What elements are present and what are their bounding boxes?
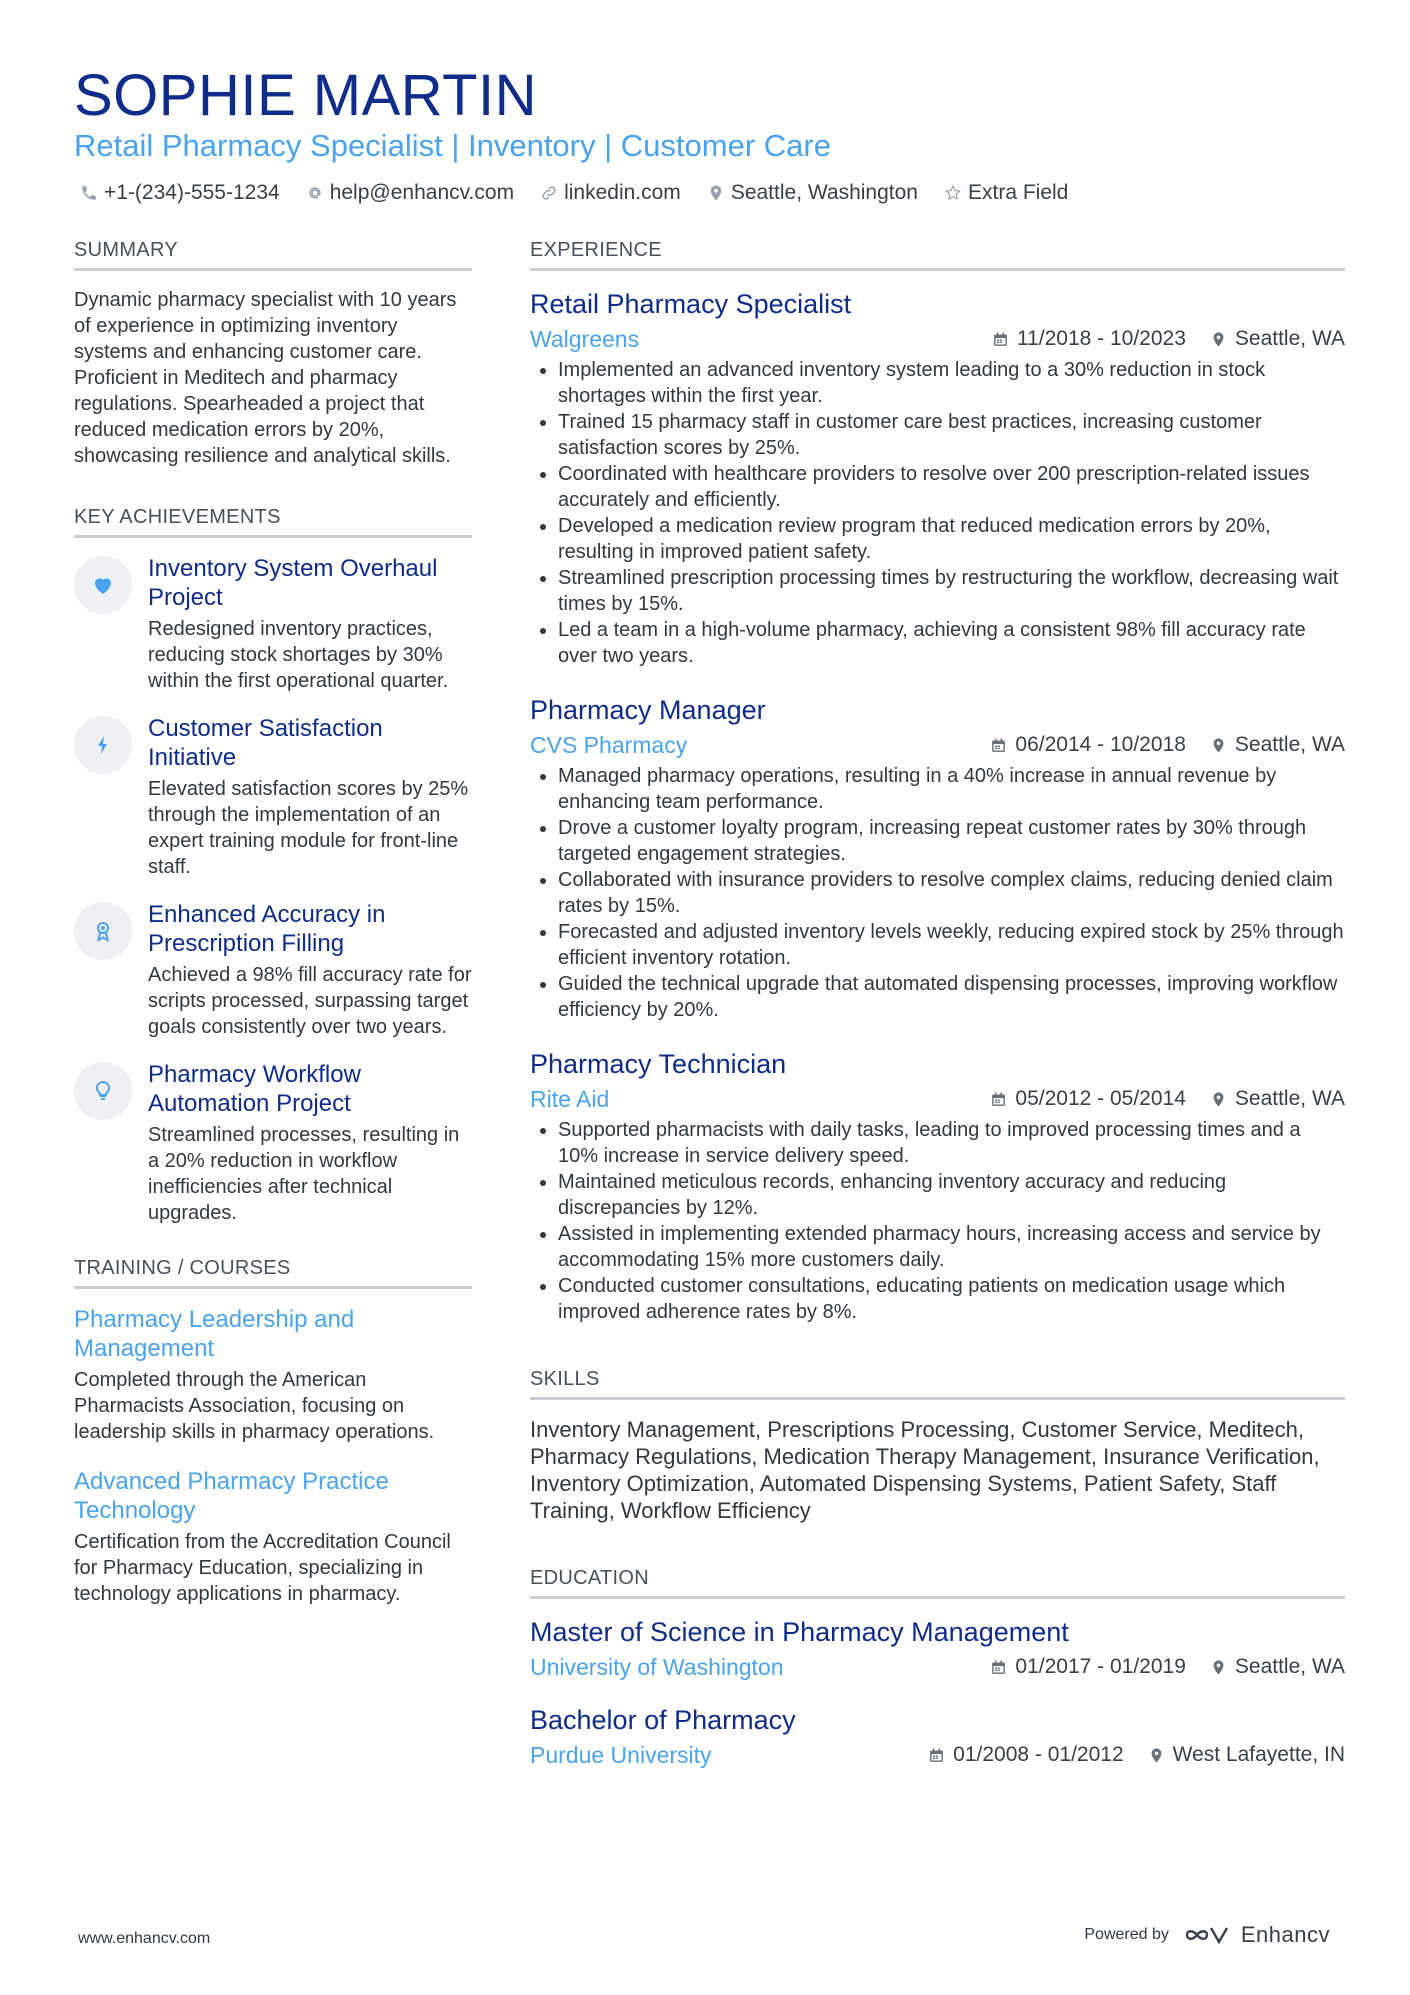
enhancv-logo-icon bbox=[1183, 1923, 1233, 1947]
calendar-icon bbox=[990, 1659, 1007, 1676]
job-title: Retail Pharmacy Specialist bbox=[530, 289, 852, 319]
job-title: Pharmacy Technician bbox=[530, 1049, 787, 1079]
lightbulb-icon bbox=[91, 1079, 115, 1103]
job-bullet: Drove a customer loyalty program, increasing repeat customer rates by 30% through targeted engagement strategies. bbox=[558, 815, 1345, 867]
job-bullet: Supported pharmacists with daily tasks, leading to improved processing times and a 10% increase in service delivery speed. bbox=[558, 1117, 1345, 1169]
course-desc: Completed through the American Pharmacists Association, focusing on leadership skills in pharmacy operations. bbox=[74, 1369, 435, 1443]
link-icon bbox=[540, 184, 558, 202]
bolt-icon bbox=[91, 733, 115, 757]
job-bullets bbox=[530, 763, 1345, 1023]
left-column bbox=[74, 236, 472, 1629]
location-icon bbox=[1210, 1659, 1227, 1676]
achievement-icon-wrap bbox=[74, 1062, 132, 1120]
skills-heading: SKILLS bbox=[530, 1365, 1345, 1400]
contact-phone[interactable] bbox=[80, 178, 280, 208]
education-dates: 01/2017 - 01/2019 bbox=[1015, 1655, 1186, 1678]
footer-branding bbox=[1084, 1922, 1330, 1948]
experience-heading: EXPERIENCE bbox=[530, 236, 1345, 271]
job-bullet: Managed pharmacy operations, resulting in a 40% increase in annual revenue by enhancing team performance. bbox=[558, 763, 1345, 815]
job-company: Walgreens bbox=[530, 326, 640, 352]
job-entry bbox=[530, 1047, 1345, 1325]
brand-name: Enhancv bbox=[1240, 1922, 1330, 1947]
right-column bbox=[530, 236, 1345, 1791]
job-bullets bbox=[530, 1117, 1345, 1325]
education-heading: EDUCATION bbox=[530, 1564, 1345, 1599]
achievement-icon-wrap bbox=[74, 716, 132, 774]
contact-linkedin-text: linkedin.com bbox=[564, 181, 681, 204]
at-icon bbox=[306, 184, 324, 202]
skills-text: Inventory Management, Prescriptions Processing, Customer Service, Meditech, Pharmacy Regulations, Medication Therapy Management, Insurance Verification, Inventory Optimization, Automated Dispensing Systems, Patient Safety, Staff Training, Workflow Efficiency bbox=[530, 1417, 1320, 1523]
achievement-desc: Streamlined processes, resulting in a 20% reduction in workflow inefficiencies after technical upgrades. bbox=[148, 1124, 460, 1224]
job-dates: 05/2012 - 05/2014 bbox=[1015, 1087, 1186, 1110]
job-bullet: Assisted in implementing extended pharmacy hours, increasing access and service by accommodating 15% more customers daily. bbox=[558, 1221, 1345, 1273]
job-bullet: Collaborated with insurance providers to resolve complex claims, reducing denied claim rates by 15%. bbox=[558, 867, 1345, 919]
contact-extra-text: Extra Field bbox=[967, 181, 1069, 204]
achievement-desc: Achieved a 98% fill accuracy rate for scripts processed, surpassing target goals consistently over two years. bbox=[148, 964, 472, 1038]
job-bullet: Forecasted and adjusted inventory levels weekly, reducing expired stock by 25% through efficient inventory rotation. bbox=[558, 921, 1344, 969]
calendar-icon bbox=[990, 737, 1007, 754]
education-location: Seattle, WA bbox=[1234, 1655, 1345, 1678]
education-degree: Bachelor of Pharmacy bbox=[530, 1705, 796, 1735]
job-bullet: Coordinated with healthcare providers to resolve over 200 prescription-related issues accurately and efficiently. bbox=[558, 461, 1345, 513]
job-entry bbox=[530, 287, 1345, 669]
education-section bbox=[530, 1564, 1345, 1771]
achievements-heading: KEY ACHIEVEMENTS bbox=[74, 503, 472, 538]
job-bullet: Guided the technical upgrade that automated dispensing processes, improving workflow efficiency by 20%. bbox=[558, 971, 1345, 1023]
job-location: Seattle, WA bbox=[1234, 1087, 1345, 1110]
contact-email[interactable] bbox=[306, 178, 514, 208]
location-icon bbox=[1148, 1747, 1165, 1764]
footer-website[interactable]: www.enhancv.com bbox=[78, 1930, 211, 1947]
achievement-item bbox=[74, 554, 472, 694]
phone-icon bbox=[80, 184, 98, 202]
summary-text: Dynamic pharmacy specialist with 10 years of experience in optimizing inventory systems and enhancing customer care. Proficient in Meditech and pharmacy regulations. Spearheaded a project that reduced medication errors by 20%, showcasing resilience and analytical skills. bbox=[74, 289, 457, 467]
job-dates: 11/2018 - 10/2023 bbox=[1016, 327, 1186, 350]
job-company: CVS Pharmacy bbox=[530, 732, 688, 758]
contact-email-text: help@enhancv.com bbox=[329, 181, 515, 204]
location-icon bbox=[1210, 737, 1227, 754]
achievement-item bbox=[74, 714, 472, 880]
job-bullet: Conducted customer consultations, educating patients on medication usage which improved adherence rates by 8%. bbox=[558, 1273, 1345, 1325]
job-title: Pharmacy Manager bbox=[530, 695, 766, 725]
job-bullet: Implemented an advanced inventory system leading to a 30% reduction in stock shortages within the first year. bbox=[558, 357, 1345, 409]
contact-extra bbox=[944, 178, 1068, 208]
heart-icon bbox=[91, 573, 115, 597]
education-entry bbox=[530, 1615, 1345, 1683]
course-item bbox=[74, 1467, 472, 1607]
achievements-section bbox=[74, 503, 472, 1226]
calendar-icon bbox=[928, 1747, 945, 1764]
job-bullet: Streamlined prescription processing times by restructuring the workflow, decreasing wait times by 15%. bbox=[558, 565, 1345, 617]
star-icon bbox=[944, 184, 962, 202]
location-icon bbox=[1210, 331, 1227, 348]
achievement-title: Inventory System Overhaul Project bbox=[148, 555, 438, 611]
course-desc: Certification from the Accreditation Council for Pharmacy Education, specializing in technology applications in pharmacy. bbox=[74, 1531, 451, 1605]
job-location: Seattle, WA bbox=[1234, 733, 1345, 756]
achievement-icon-wrap bbox=[74, 556, 132, 614]
course-title: Advanced Pharmacy Practice Technology bbox=[74, 1468, 389, 1524]
candidate-name: SOPHIE MARTIN bbox=[74, 63, 538, 128]
education-entry bbox=[530, 1703, 1345, 1771]
contact-phone-text: +1-(234)-555-1234 bbox=[104, 181, 280, 204]
candidate-title: Retail Pharmacy Specialist | Inventory | Customer Care bbox=[74, 128, 831, 163]
experience-section bbox=[530, 236, 1345, 1325]
award-icon bbox=[91, 919, 115, 943]
powered-by-label: Powered by bbox=[1084, 1926, 1169, 1943]
job-location: Seattle, WA bbox=[1234, 327, 1345, 350]
achievement-desc: Elevated satisfaction scores by 25% through the implementation of an expert training module for front-line staff. bbox=[148, 778, 469, 878]
job-dates: 06/2014 - 10/2018 bbox=[1015, 733, 1186, 756]
education-degree: Master of Science in Pharmacy Management bbox=[530, 1617, 1069, 1647]
job-bullet: Developed a medication review program that reduced medication errors by 20%, resulting in improved patient safety. bbox=[558, 513, 1345, 565]
skills-section bbox=[530, 1365, 1345, 1524]
job-company: Rite Aid bbox=[530, 1086, 610, 1112]
course-item bbox=[74, 1305, 472, 1445]
summary-heading: SUMMARY bbox=[74, 236, 472, 271]
contact-bar bbox=[80, 178, 1068, 208]
achievement-icon-wrap bbox=[74, 902, 132, 960]
education-school: Purdue University bbox=[530, 1742, 712, 1768]
contact-linkedin[interactable] bbox=[540, 178, 681, 208]
brand-logo[interactable] bbox=[1183, 1922, 1330, 1948]
job-entry bbox=[530, 693, 1345, 1023]
achievement-title: Pharmacy Workflow Automation Project bbox=[148, 1061, 361, 1117]
education-location: West Lafayette, IN bbox=[1172, 1743, 1345, 1766]
course-title: Pharmacy Leadership and Management bbox=[74, 1306, 355, 1362]
education-dates: 01/2008 - 01/2012 bbox=[953, 1743, 1124, 1766]
job-bullets bbox=[530, 357, 1345, 669]
calendar-icon bbox=[990, 1091, 1007, 1108]
achievement-title: Enhanced Accuracy in Prescription Filling bbox=[148, 901, 386, 957]
calendar-icon bbox=[992, 331, 1009, 348]
contact-location bbox=[707, 178, 918, 208]
achievement-item bbox=[74, 900, 472, 1040]
achievement-item bbox=[74, 1060, 472, 1226]
contact-location-text: Seattle, Washington bbox=[730, 181, 918, 204]
summary-section bbox=[74, 236, 472, 469]
training-section bbox=[74, 1254, 472, 1607]
location-icon bbox=[1210, 1091, 1227, 1108]
job-bullet: Trained 15 pharmacy staff in customer care best practices, increasing customer satisfaction scores by 25%. bbox=[558, 409, 1345, 461]
job-bullet: Led a team in a high-volume pharmacy, achieving a consistent 98% fill accuracy rate over two years. bbox=[558, 617, 1345, 669]
location-icon bbox=[707, 184, 725, 202]
achievement-title: Customer Satisfaction Initiative bbox=[148, 715, 383, 771]
job-bullet: Maintained meticulous records, enhancing inventory accuracy and reducing discrepancies by 12%. bbox=[558, 1169, 1345, 1221]
training-heading: TRAINING / COURSES bbox=[74, 1254, 472, 1289]
education-school: University of Washington bbox=[530, 1654, 784, 1680]
achievement-desc: Redesigned inventory practices, reducing stock shortages by 30% within the first operational quarter. bbox=[148, 618, 449, 692]
